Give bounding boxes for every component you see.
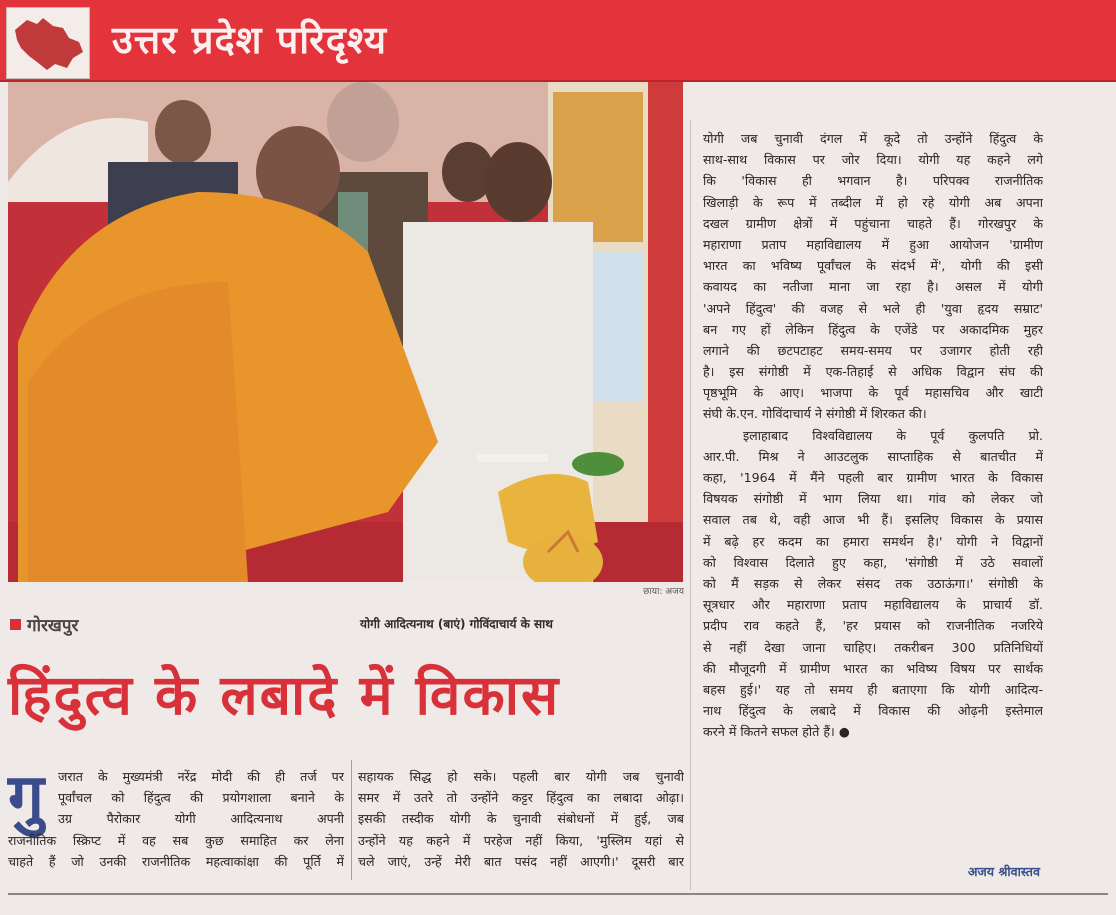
body-line: योगी जब चुनावी दंगल में कूदे तो उन्होंने हिंदुत्व के (703, 131, 1043, 146)
body-line: राजनीतिक स्क्रिप्ट में वह सब कुछ समाहित कर लेना (8, 832, 344, 848)
body-line: समर में उतरे तो उन्होंने कट्टर हिंदुत्व का लबादा ओढ़ा। (358, 790, 684, 806)
drop-cap: गु (8, 760, 45, 835)
body-line: में बढ़े हर कदम का हमारा समर्थन है।' योगी ने विद्वानों (703, 533, 1043, 549)
body-line: 'अपने हिंदुत्व' की वजह से भले ही 'युवा हृदय सम्राट' (703, 300, 1043, 316)
body-line: कि 'विकास ही भगवान है। परिपक्व राजनीतिक (703, 173, 1043, 189)
body-line: को मैं सड़क से लेकर संसद तक उठाऊंगा।' संगोष्ठी के (703, 575, 1043, 591)
body-line: प्रदीप राव कहते हैं, 'हर प्रयास को राजनीतिक नजरिये (703, 618, 1043, 634)
section-title: उत्तर प्रदेश परिदृश्य (112, 18, 388, 62)
body-line-last (703, 721, 1043, 742)
body-line: बन गए हों लेकिन हिंदुत्व के एजेंडे पर अकादमिक मुहर (703, 321, 1043, 337)
body-line: विषयक संगोष्ठी में भाग लिया था। गांव को लेकर जो (703, 491, 1043, 507)
body-line: भारत का भविष्य पूर्वांचल के संदर्भ में', योगी की इसी (703, 258, 1043, 274)
body-line: खिलाड़ी के रूप में तब्दील में हो रहे योगी अब अपना (703, 194, 1043, 210)
body-line: इसकी तस्दीक योगी के चुनावी संबोधनों में हुई, जब (358, 811, 684, 827)
body-line: नाथ हिंदुत्व के लबादे में विकास की ओढ़नी इस्तेमाल (703, 703, 1043, 719)
body-line-text: करने में कितने सफल होते हैं। (703, 724, 835, 740)
column-divider (351, 760, 352, 880)
body-line: आर.पी. मिश्र ने आउटलुक साप्ताहिक से बातचीत में (703, 448, 1043, 464)
body-column-right (703, 128, 1043, 742)
body-line: है। इस संगोष्ठी में एक-तिहाई से अधिक विद्वान संघ की (703, 364, 1043, 380)
body-line: उन्होंने यह कहने में परहेज नहीं किया, 'मुस्लिम यहां से (358, 832, 684, 848)
column-divider-right (690, 120, 691, 890)
author-byline: अजय श्रीवास्तव (967, 864, 1040, 879)
dateline-marker-icon (10, 619, 21, 630)
dateline (10, 612, 78, 636)
body-line: को विश्वास दिलाते हुए कहा, 'संगोष्ठी में उठे सवालों (703, 554, 1043, 570)
body-line: लगाने की छटपटाहट समय-समय पर उजागर होती रही (703, 342, 1043, 358)
body-line: कवायद का नतीजा माना जा रहा है। असल में योगी (703, 279, 1043, 295)
body-line: चले जाएं, उन्हें मेरी बात पसंद नहीं आएगी।' दूसरी बार (358, 853, 684, 869)
bottom-rule (8, 893, 1108, 895)
photo-credit: छाया: अजय (643, 587, 684, 597)
body-line: सूत्रधार और महाराणा प्रताप महाविद्यालय के प्राचार्य डॉ. (703, 597, 1043, 613)
article-photo (8, 82, 683, 582)
state-map-icon (6, 7, 90, 79)
body-line: संघी के.एन. गोविंदाचार्य ने संगोष्ठी में शिरकत की। (703, 406, 927, 422)
body-line: बहस हुई।' यह तो समय ही बताएगा कि योगी आदित्य- (703, 681, 1043, 697)
photo-caption: योगी आदित्यनाथ (बाएं) गोविंदाचार्य के साथ (360, 617, 553, 631)
body-column-middle (358, 766, 684, 872)
dateline-city: गोरखपुर (27, 615, 79, 636)
body-line: की मौजूदगी में ग्रामीण भारत का भविष्य विषय पर सार्थक (703, 660, 1043, 676)
body-line: उग्र पैरोकार योगी आदित्यनाथ अपनी (58, 811, 344, 827)
body-line: से नहीं देखा जाना चाहिए। तकरीबन 300 प्रतिनिधियों (703, 639, 1043, 655)
body-line: कहा, '1964 में मैंने पहली बार ग्रामीण भारत के विकास (703, 470, 1043, 485)
body-line: सहायक सिद्ध हो सके। पहली बार योगी जब चुनावी (358, 769, 684, 784)
body-line: इलाहाबाद विश्वविद्यालय के पूर्व कुलपति प्रो. (743, 427, 1043, 443)
body-line: चाहते हैं जो उनकी राजनीतिक महत्वाकांक्षा की पूर्ति में (8, 853, 344, 869)
body-line: महाराणा प्रताप महाविद्यालय में हुआ आयोजन 'ग्रामीण (703, 236, 1043, 252)
body-line: जरात के मुख्यमंत्री नरेंद्र मोदी की ही तर्ज पर (58, 769, 344, 784)
body-line: पृष्ठभूमि के आए। भाजपा के पूर्व महासचिव और खाटी (703, 385, 1043, 401)
body-line: दखल ग्रामीण क्षेत्रों में पहुंचाना चाहते हैं। गोरखपुर के (703, 215, 1043, 231)
body-line: पूर्वांचल को हिंदुत्व की प्रयोगशाला बनाने के (58, 790, 344, 806)
body-column-left (8, 760, 344, 872)
end-mark-icon: ● (838, 724, 850, 740)
article-headline: हिंदुत्व के लबादे में विकास (8, 663, 561, 727)
body-line: सवाल तब थे, वही आज भी हैं। इसलिए विकास के प्रयास (703, 512, 1043, 528)
body-line: साथ-साथ विकास पर जोर दिया। योगी यह कहने लगे (703, 152, 1043, 168)
